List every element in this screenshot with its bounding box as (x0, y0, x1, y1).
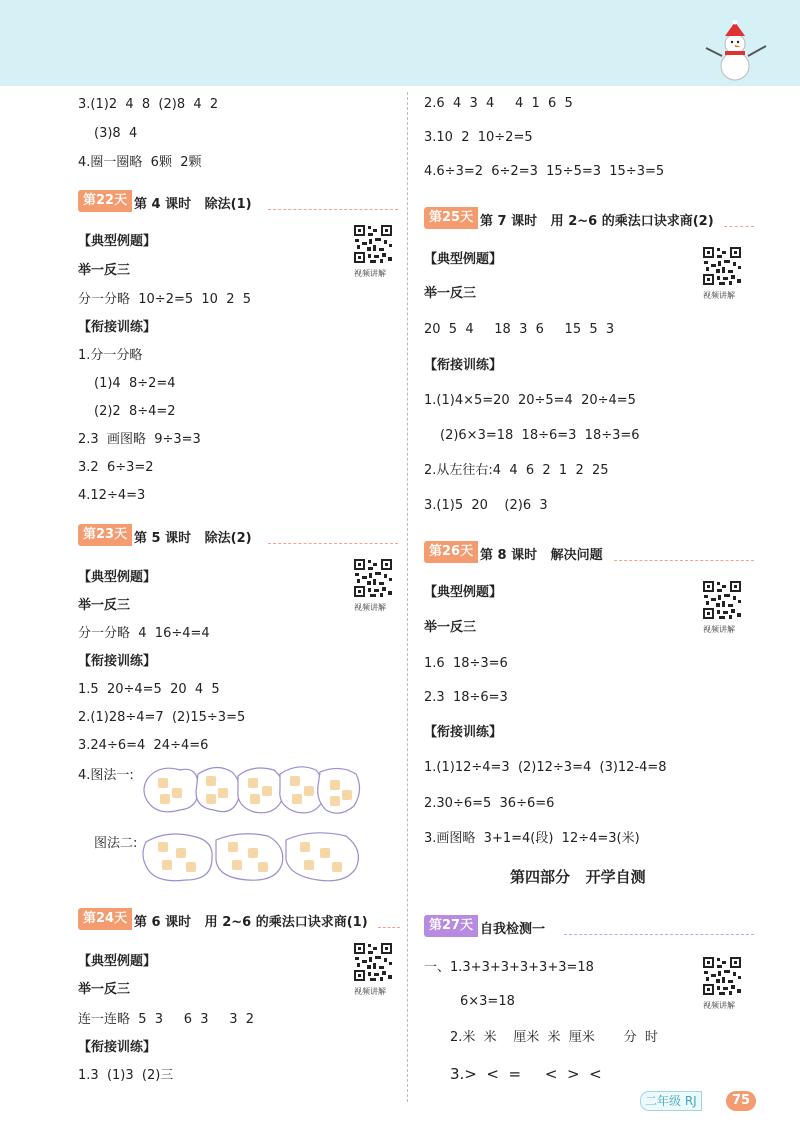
answer-line: 20 5 4 18 3 6 15 5 3 (424, 322, 615, 337)
lesson-title: 自我检测一 (480, 922, 546, 937)
lesson-title: 第 5 课时 除法(2) (134, 531, 252, 546)
header-dashed-line (378, 927, 400, 928)
section-heading: 【典型例题】 (78, 954, 157, 969)
section-heading: 举一反三 (78, 982, 131, 997)
qr-code-icon[interactable] (702, 246, 742, 286)
answer-line: 1.3 (1)3 (2)三 (78, 1068, 174, 1083)
answer-line: 3.10 2 10÷2=5 (424, 130, 533, 145)
qr-label: 视频讲解 (703, 625, 735, 634)
section-heading: 【衔接训练】 (78, 654, 157, 669)
answer-line: 图法二: (94, 836, 138, 851)
answer-line: 2.(1)28÷4=7 (2)15÷3=5 (78, 710, 246, 725)
top-banner (0, 0, 800, 86)
day-header (424, 915, 754, 937)
page-number: 75 (726, 1091, 756, 1111)
day-tag: 第24天 (78, 908, 132, 930)
answer-line: 1.(1)12÷4=3 (2)12÷3=4 (3)12-4=8 (424, 760, 667, 775)
answer-line: 3.24÷6=4 24÷4=6 (78, 738, 209, 753)
day-tag: 第22天 (78, 190, 132, 212)
answer-line: 3.> < = < > < (450, 1065, 602, 1083)
answer-line: 2.米 米 厘米 米 厘米 分 时 (450, 1030, 658, 1045)
section-heading: 举一反三 (424, 286, 477, 301)
header-dashed-line (724, 226, 754, 227)
qr-code-icon[interactable] (702, 580, 742, 620)
answer-line: 3.(1)2 4 8 (2)8 4 2 (78, 97, 219, 112)
header-dashed-line (268, 543, 398, 544)
lesson-title: 第 7 课时 用 2~6 的乘法口诀求商(2) (480, 214, 714, 229)
qr-label: 视频讲解 (703, 291, 735, 300)
answer-line: 连一连略 5 3 6 3 3 2 (78, 1012, 255, 1027)
answer-line: 3.画图略 3+1=4(段) 12÷4=3(米) (424, 831, 640, 846)
day-tag: 第25天 (424, 207, 478, 229)
answer-line: 4.6÷3=2 6÷2=3 15÷5=3 15÷3=5 (424, 164, 665, 179)
section-heading: 【衔接训练】 (424, 358, 503, 373)
section-heading: 【典型例题】 (424, 585, 503, 600)
answer-line: 6×3=18 (460, 994, 515, 1009)
answer-line: 2.从左往右:4 4 6 2 1 2 25 (424, 463, 609, 478)
section-heading: 【典型例题】 (78, 234, 157, 249)
grouping-figure-1 (140, 760, 365, 822)
grade-label: 二年级 RJ (640, 1091, 702, 1111)
section-heading: 【典型例题】 (424, 252, 503, 267)
qr-label: 视频讲解 (703, 1001, 735, 1010)
answer-line: 4.12÷4=3 (78, 488, 146, 503)
qr-code-icon[interactable] (353, 224, 393, 264)
lesson-title: 第 4 课时 除法(1) (134, 197, 252, 212)
section-heading: 举一反三 (78, 598, 131, 613)
qr-code-icon[interactable] (702, 956, 742, 996)
header-dashed-line (614, 560, 754, 561)
qr-code-icon[interactable] (353, 942, 393, 982)
answer-line: 2.6 4 3 4 4 1 6 5 (424, 96, 573, 111)
answer-line: (2)2 8÷4=2 (94, 404, 176, 419)
lesson-title: 第 6 课时 用 2~6 的乘法口诀求商(1) (134, 915, 368, 930)
day-header (78, 908, 400, 930)
grouping-figure-2 (140, 826, 365, 888)
qr-label: 视频讲解 (354, 603, 386, 612)
answer-line: 分一分略 10÷2=5 10 2 5 (78, 292, 252, 307)
lesson-title: 第 8 课时 解决问题 (480, 548, 603, 563)
day-tag: 第26天 (424, 541, 478, 563)
answer-line: 4.图法一: (78, 768, 134, 783)
day-tag: 第23天 (78, 524, 132, 546)
answer-line: 一、1.3+3+3+3+3+3=18 (424, 960, 594, 975)
section-heading: 【衔接训练】 (424, 725, 503, 740)
answer-line: 2.3 画图略 9÷3=3 (78, 432, 201, 447)
section-heading: 举一反三 (78, 263, 131, 278)
qr-label: 视频讲解 (354, 269, 386, 278)
day-tag: 第27天 (424, 915, 478, 937)
section-heading: 【典型例题】 (78, 570, 157, 585)
qr-label: 视频讲解 (354, 987, 386, 996)
answer-line: 4.圈一圈略 6颗 2颗 (78, 155, 202, 170)
answer-line: 分一分略 4 16÷4=4 (78, 626, 210, 641)
section-heading: 【衔接训练】 (78, 1040, 157, 1055)
answer-line: 1.分一分略 (78, 348, 143, 363)
day-header (78, 524, 400, 546)
header-dashed-line (268, 209, 398, 210)
answer-line: 2.3 18÷6=3 (424, 690, 508, 705)
section-heading: 【衔接训练】 (78, 320, 157, 335)
day-header (78, 190, 400, 212)
qr-code-icon[interactable] (353, 558, 393, 598)
day-header (424, 541, 754, 563)
section-heading: 举一反三 (424, 620, 477, 635)
answer-line: (2)6×3=18 18÷6=3 18÷3=6 (440, 428, 640, 443)
answer-line: 3.2 6÷3=2 (78, 460, 154, 475)
day-header (424, 207, 754, 229)
part-title: 第四部分 开学自测 (510, 868, 646, 886)
answer-line: 1.(1)4×5=20 20÷5=4 20÷4=5 (424, 393, 636, 408)
answer-line: 1.6 18÷3=6 (424, 656, 508, 671)
answer-line: 2.30÷6=5 36÷6=6 (424, 796, 555, 811)
snowman-icon (700, 20, 770, 82)
answer-line: (1)4 8÷2=4 (94, 376, 176, 391)
answer-line: 1.5 20÷4=5 20 4 5 (78, 682, 220, 697)
column-divider (407, 92, 408, 1102)
answer-line: (3)8 4 (94, 126, 138, 141)
header-dashed-line (564, 934, 754, 935)
answer-line: 3.(1)5 20 (2)6 3 (424, 498, 548, 513)
